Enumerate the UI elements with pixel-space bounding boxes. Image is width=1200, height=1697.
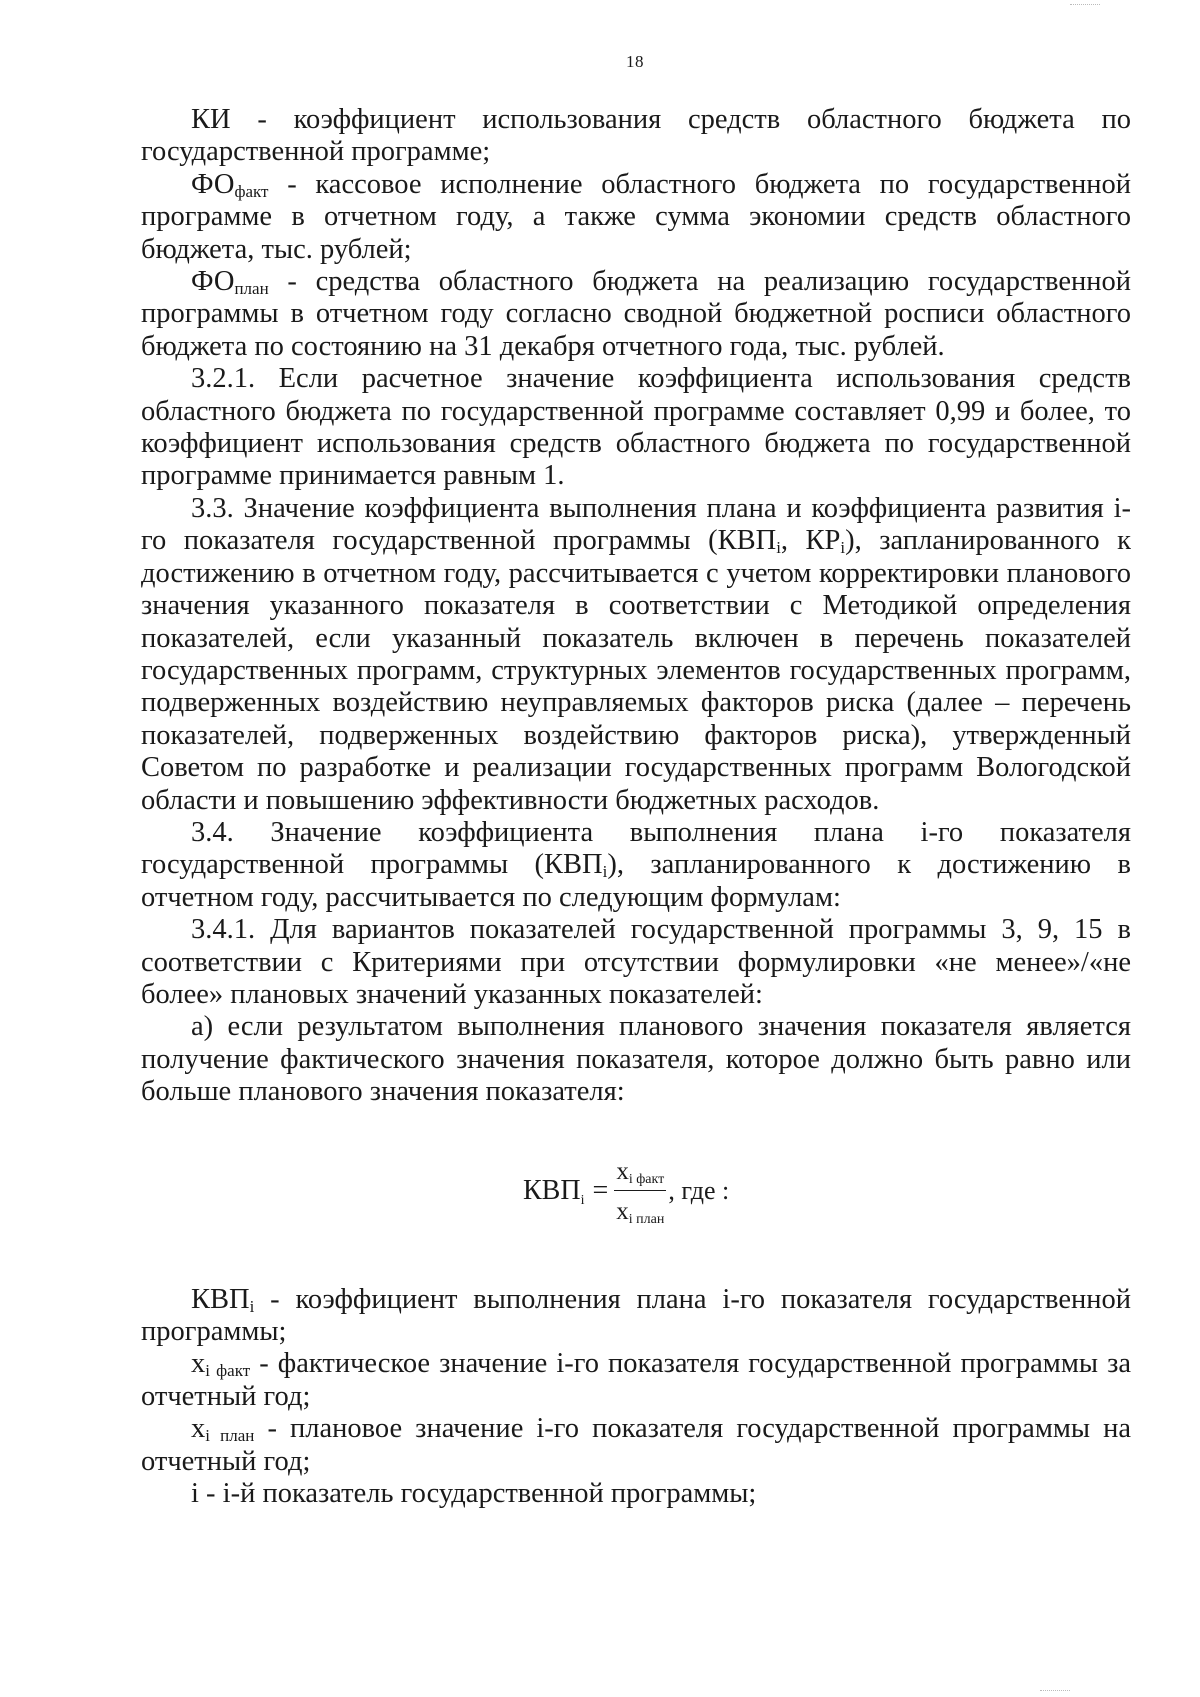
def-text: - фактическое значение i-го показателя государственной программы за отчетный год; xyxy=(141,1348,1131,1412)
fo-symbol: ФО xyxy=(191,168,235,200)
def-symbol: x xyxy=(191,1348,206,1380)
definitions-block xyxy=(141,1284,1131,1511)
fo-symbol: ФО xyxy=(191,266,235,298)
fo-fact-text: - кассовое исполнение областного бюджета по государственной программе в отчетном году, а также сумма экономии средств областного бюджета, тыс. рублей; xyxy=(141,168,1131,265)
paragraph-3-3 xyxy=(141,493,1131,817)
def-text: - плановое значение i-го показателя государственной программы на отчетный год; xyxy=(141,1413,1132,1477)
fo-subscript: факт xyxy=(234,181,269,201)
formula-fraction xyxy=(614,1157,666,1227)
page-number: 18 xyxy=(626,52,644,71)
paragraph-3-4 xyxy=(141,817,1131,914)
definition-x-fact xyxy=(141,1348,1131,1413)
formula-block xyxy=(141,1109,1131,1284)
paragraph-fo-fact-definition xyxy=(141,169,1131,266)
text-run: 3.4. Значение коэффициента выполнения плана i-го показателя государственной программы (КВП xyxy=(141,816,1131,881)
def-subscript: i xyxy=(249,1296,255,1316)
paragraph-fo-plan-definition xyxy=(141,266,1131,363)
subscript: i xyxy=(602,862,608,882)
definition-i: i - i-й показатель государственной программы; xyxy=(191,1478,757,1510)
text-run: , КР xyxy=(780,525,841,557)
formula-equals: = xyxy=(592,1175,609,1207)
paragraph-3-2-1: 3.2.1. Если расчетное значение коэффициента использования средств областного бюджета по государственной программе составляет 0,99 и более, то коэффициент использования средств областного бюджета по государственной программе принимается равным 1. xyxy=(141,363,1131,492)
def-subscript: i план xyxy=(205,1426,255,1446)
def-symbol: КВП xyxy=(191,1283,250,1315)
scan-edge-mark-bottom xyxy=(1040,1690,1070,1697)
scan-edge-mark-top xyxy=(1070,0,1100,5)
formula-numerator xyxy=(614,1157,666,1187)
paragraph-3-4-1: 3.4.1. Для вариантов показателей государственной программы 3, 9, 15 в соответствии с Критериями при отсутствии формулировки «не менее»/«не более» плановых значений указанных показателей: xyxy=(141,914,1131,1010)
paragraph-a: а) если результатом выполнения планового значения показателя является получение фактического значения показателя, которое должно быть равно или больше планового значения показателя: xyxy=(141,1011,1131,1108)
formula-denominator xyxy=(614,1197,666,1227)
subscript: i xyxy=(840,538,846,558)
fo-subscript: план xyxy=(234,279,269,299)
fo-plan-text: - средства областного бюджета на реализацию государственной программы в отчетном году согласно сводной бюджетной росписи областного бюджета по состоянию на 31 декабря отчетного года, тыс. рублей. xyxy=(141,266,1131,362)
text-run: ), запланированного к достижению в отчетном году, рассчитывается по следующим формулам: xyxy=(141,849,1131,913)
text-run: 3.3. Значение коэффициента выполнения плана и коэффициента развития i-го показателя государственной программы (КВП xyxy=(141,492,1131,557)
formula-lhs xyxy=(523,1175,584,1207)
denominator-symbol: x xyxy=(616,1197,629,1225)
formula-lhs-subscript: i xyxy=(580,1193,585,1209)
text-run: ), запланированного к достижению в отчетном году, рассчитывается с учетом корректировки планового значения указанного показателя в соответствии с Методикой определения показателей, если указанный показатель включен в перечень показателей государственных программ, структурных элементов государственных программ, подверженных воздействию неуправляемых факторов риска (далее – перечень показателей, подверженных воздействию факторов риска), утвержденный Советом по разработке и реализации государственных программ Вологодской области и повышению эффективности бюджетных расходов. xyxy=(141,525,1131,816)
paragraph-ki-definition: КИ - коэффициент использования средств областного бюджета по государственной программе; xyxy=(141,104,1131,168)
subscript: i xyxy=(776,538,781,558)
definition-x-plan xyxy=(141,1413,1131,1478)
definition-kvp xyxy=(141,1284,1131,1349)
def-subscript: i факт xyxy=(205,1361,251,1381)
document-body xyxy=(141,104,1131,1510)
numerator-symbol: x xyxy=(616,1157,629,1185)
formula-lhs-symbol: КВП xyxy=(523,1175,581,1207)
def-symbol: x xyxy=(191,1413,206,1445)
def-text: - коэффициент выполнения плана i-го показателя государственной программы; xyxy=(141,1283,1131,1347)
numerator-subscript: i факт xyxy=(628,1171,665,1187)
formula-tail: , где : xyxy=(668,1176,730,1206)
denominator-subscript: i план xyxy=(628,1211,665,1227)
kvp-formula xyxy=(523,1157,729,1227)
fraction-bar xyxy=(614,1190,666,1191)
